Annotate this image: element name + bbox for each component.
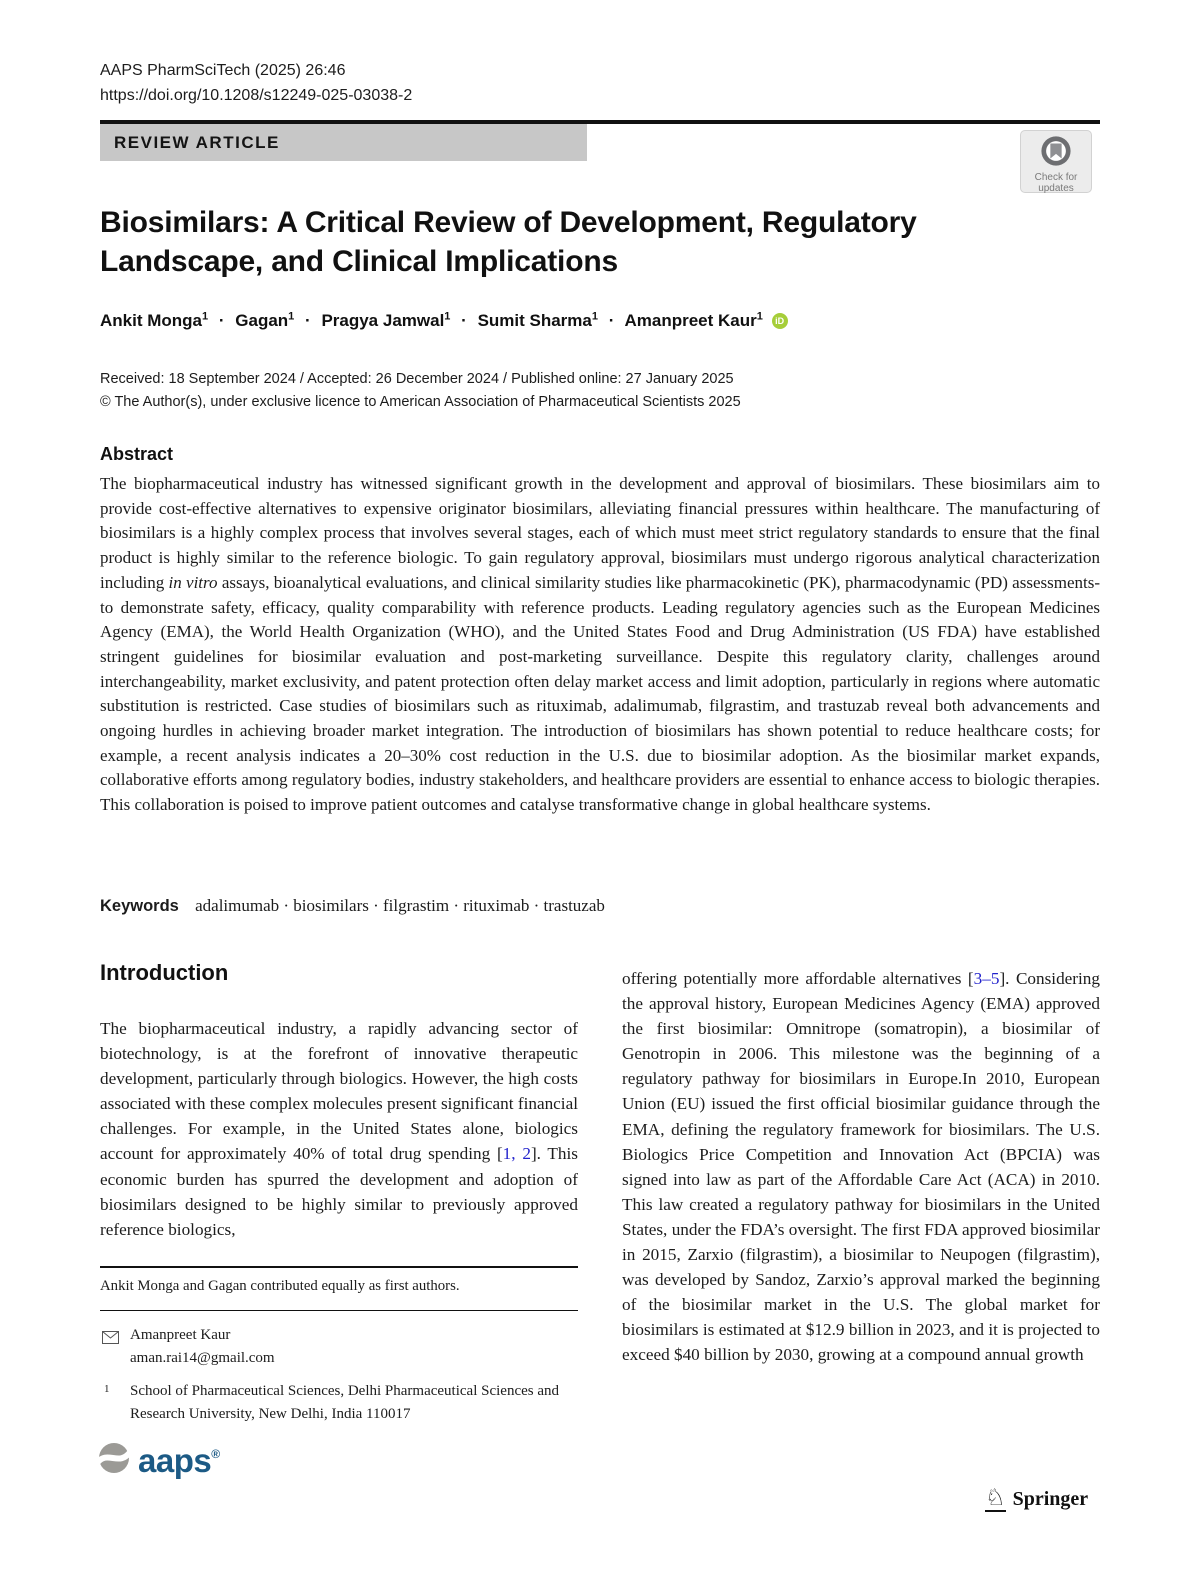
citation-link-1-2[interactable]: 1, 2 bbox=[502, 1144, 531, 1164]
author: Pragya Jamwal$^1$ bbox=[321, 310, 451, 330]
affiliation-marker: 1 bbox=[104, 1383, 110, 1395]
check-for-updates-badge[interactable] bbox=[1020, 130, 1092, 193]
corresponding-author-name: Amanpreet Kaur bbox=[130, 1327, 231, 1343]
intro-paragraph-left: The biopharmaceutical industry, a rapidly advancing sector of biotechnology, is at the forefront of innovative therapeutic development, particularly through biologics. However, the high costs associated with these complex molecules present significant financial challenges. For example, in the United States alone, biologics account for approximately 40% of total drug spending [1, 2]. This economic burden has spurred the development and adoption of biosimilars designed to be highly similar to previously approved reference biologics, bbox=[100, 1019, 578, 1239]
article-title: Biosimilars: A Critical Review of Development, Regulatory Landscape, and Clinical Implications bbox=[100, 206, 917, 278]
article-type-label: REVIEW ARTICLE bbox=[114, 132, 280, 152]
citation-link-3-5[interactable]: 3–5 bbox=[973, 969, 1000, 988]
footnote-rule-bottom bbox=[100, 1310, 578, 1311]
author-separator: · bbox=[461, 310, 467, 330]
author-list bbox=[100, 310, 1060, 331]
journal-citation: AAPS PharmSciTech (2025) 26:46 bbox=[100, 62, 346, 79]
author: Sumit Sharma$^1$ bbox=[477, 310, 598, 330]
orcid-icon[interactable]: iD bbox=[772, 313, 788, 329]
abstract-heading: Abstract bbox=[100, 444, 174, 464]
author-separator: · bbox=[218, 310, 225, 330]
doi-link[interactable]: https://doi.org/10.1208/s12249-025-03038-2 bbox=[100, 87, 413, 104]
affiliation-text: School of Pharmaceutical Sciences, Delhi Pharmaceutical Sciences and Research University, New Delhi, India 110017 bbox=[130, 1383, 560, 1422]
keywords-values: adalimumab · biosimilars · filgrastim · rituximab · trastuzab bbox=[195, 896, 605, 915]
italic-phrase: in vitro bbox=[168, 572, 218, 592]
corresponding-author-block bbox=[100, 1324, 578, 1370]
article-type-banner bbox=[100, 124, 587, 161]
aaps-wordmark: aaps® bbox=[138, 1441, 220, 1479]
dates-line: Received: 18 September 2024 / Accepted: 26 December 2024 / Published online: 27 January 2025 bbox=[100, 371, 734, 387]
author: Gagan$^1$ bbox=[235, 310, 295, 330]
affiliation-block bbox=[100, 1380, 578, 1426]
author-separator: · bbox=[608, 310, 615, 330]
springer-logo bbox=[985, 1486, 1088, 1512]
envelope-icon bbox=[102, 1329, 119, 1352]
equal-contribution-note: Ankit Monga and Gagan contributed equally as first authors. bbox=[100, 1278, 460, 1294]
crossmark-icon bbox=[1040, 135, 1072, 172]
aaps-logo bbox=[96, 1440, 220, 1481]
springer-wordmark: Springer bbox=[1012, 1487, 1089, 1510]
intro-paragraph-right: offering potentially more affordable alternatives [3–5]. Considering the approval history, European Medicines Agency (EMA) approved the first biosimilar: Omnitrope (somatropin), a biosimilar of Genotropin in 2006. This milestone was the beginning of a regulatory pathway for biosimilars in Europe.In 2010, European Union (EU) issued the first official biosimilar guidance through the EMA, defining the regulatory framework for biosimilars. The U.S. Biologics Price Competition and Innovation Act (BPCIA) was signed into law as part of the Affordable Care Act (ACA) in 2010. This law created a regulatory pathway for biosimilars in the United States, under the FDA’s oversight. The first FDA approved biosimilar in 2015, Zarxio (filgrastim), a biosimilar to Neupogen (filgrastim), was developed by Sandoz, Zarxio’s approval marked the beginning of the biosimilar market in the U.S. The global market for biosimilars is estimated at $12.9 billion in 2023, and it is projected to exceed $40 billion by 2030, growing at a compound annual growth bbox=[622, 969, 1100, 1365]
introduction-heading: Introduction bbox=[100, 960, 229, 985]
article-meta bbox=[100, 368, 1100, 414]
author-separator: · bbox=[305, 310, 311, 330]
author-corresponding: Amanpreet Kaur$^1$ bbox=[624, 310, 763, 330]
keywords-label: Keywords bbox=[100, 897, 179, 915]
registered-mark: ® bbox=[211, 1446, 220, 1461]
journal-header bbox=[100, 58, 412, 108]
copyright-line: © The Author(s), under exclusive licence to American Association of Pharmaceutical Scientists 2025 bbox=[100, 394, 741, 410]
abstract-text: The biopharmaceutical industry has witnessed significant growth in the development and approval of biosimilars. These biosimilars aim to provide cost-effective alternatives to expensive originator biosimilars, alleviating financial pressures within healthcare. The manufacturing of biosimilars is a highly complex process that involves several stages, each of which must meet strict regulatory standards to ensure that the final product is highly similar to the reference biologic. To gain regulatory approval, biosimilars must undergo rigorous analytical characterization including in vitro assays, bioanalytical evaluations, and clinical similarity studies like pharmacokinetic (PK), pharmacodynamic (PD) assessments-to demonstrate safety, efficacy, quality comparability with reference products. Leading regulatory agencies such as the European Medicines Agency (EMA), the World Health Organization (WHO), and the United States Food and Drug Administration (US FDA) have established stringent guidelines for biosimilar evaluation and post-marketing surveillance. Despite this regulatory clarity, challenges around interchangeability, market exclusivity, and patent protection often delay market access and limit adoption, particularly in regions where automatic substitution is restricted. Case studies of biosimilars such as rituximab, adalimumab, filgrastim, and trastuzab reveal both advancements and ongoing hurdles in achieving broader market integration. The introduction of biosimilars has shown potential to reduce healthcare costs; for example, a recent analysis indicates a 20–30% cost reduction in the U.S. due to biosimilar adoption. As the biosimilar market expands, collaborative efforts among regulatory bodies, industry stakeholders, and healthcare providers are essential to enhance access to biologic therapies. This collaboration is poised to improve patient outcomes and catalyse transformative change in global healthcare systems. bbox=[100, 474, 1100, 815]
aaps-swirl-icon bbox=[96, 1440, 132, 1481]
footnote-rule-top bbox=[100, 1266, 578, 1268]
corresponding-author-email[interactable]: aman.rai14@gmail.com bbox=[130, 1350, 275, 1366]
springer-knight-icon: ♘ bbox=[985, 1485, 1006, 1511]
keywords-row bbox=[100, 896, 1100, 916]
check-for-updates-label: Check for updates bbox=[1034, 172, 1078, 194]
author: Ankit Monga$^1$ bbox=[100, 310, 209, 330]
